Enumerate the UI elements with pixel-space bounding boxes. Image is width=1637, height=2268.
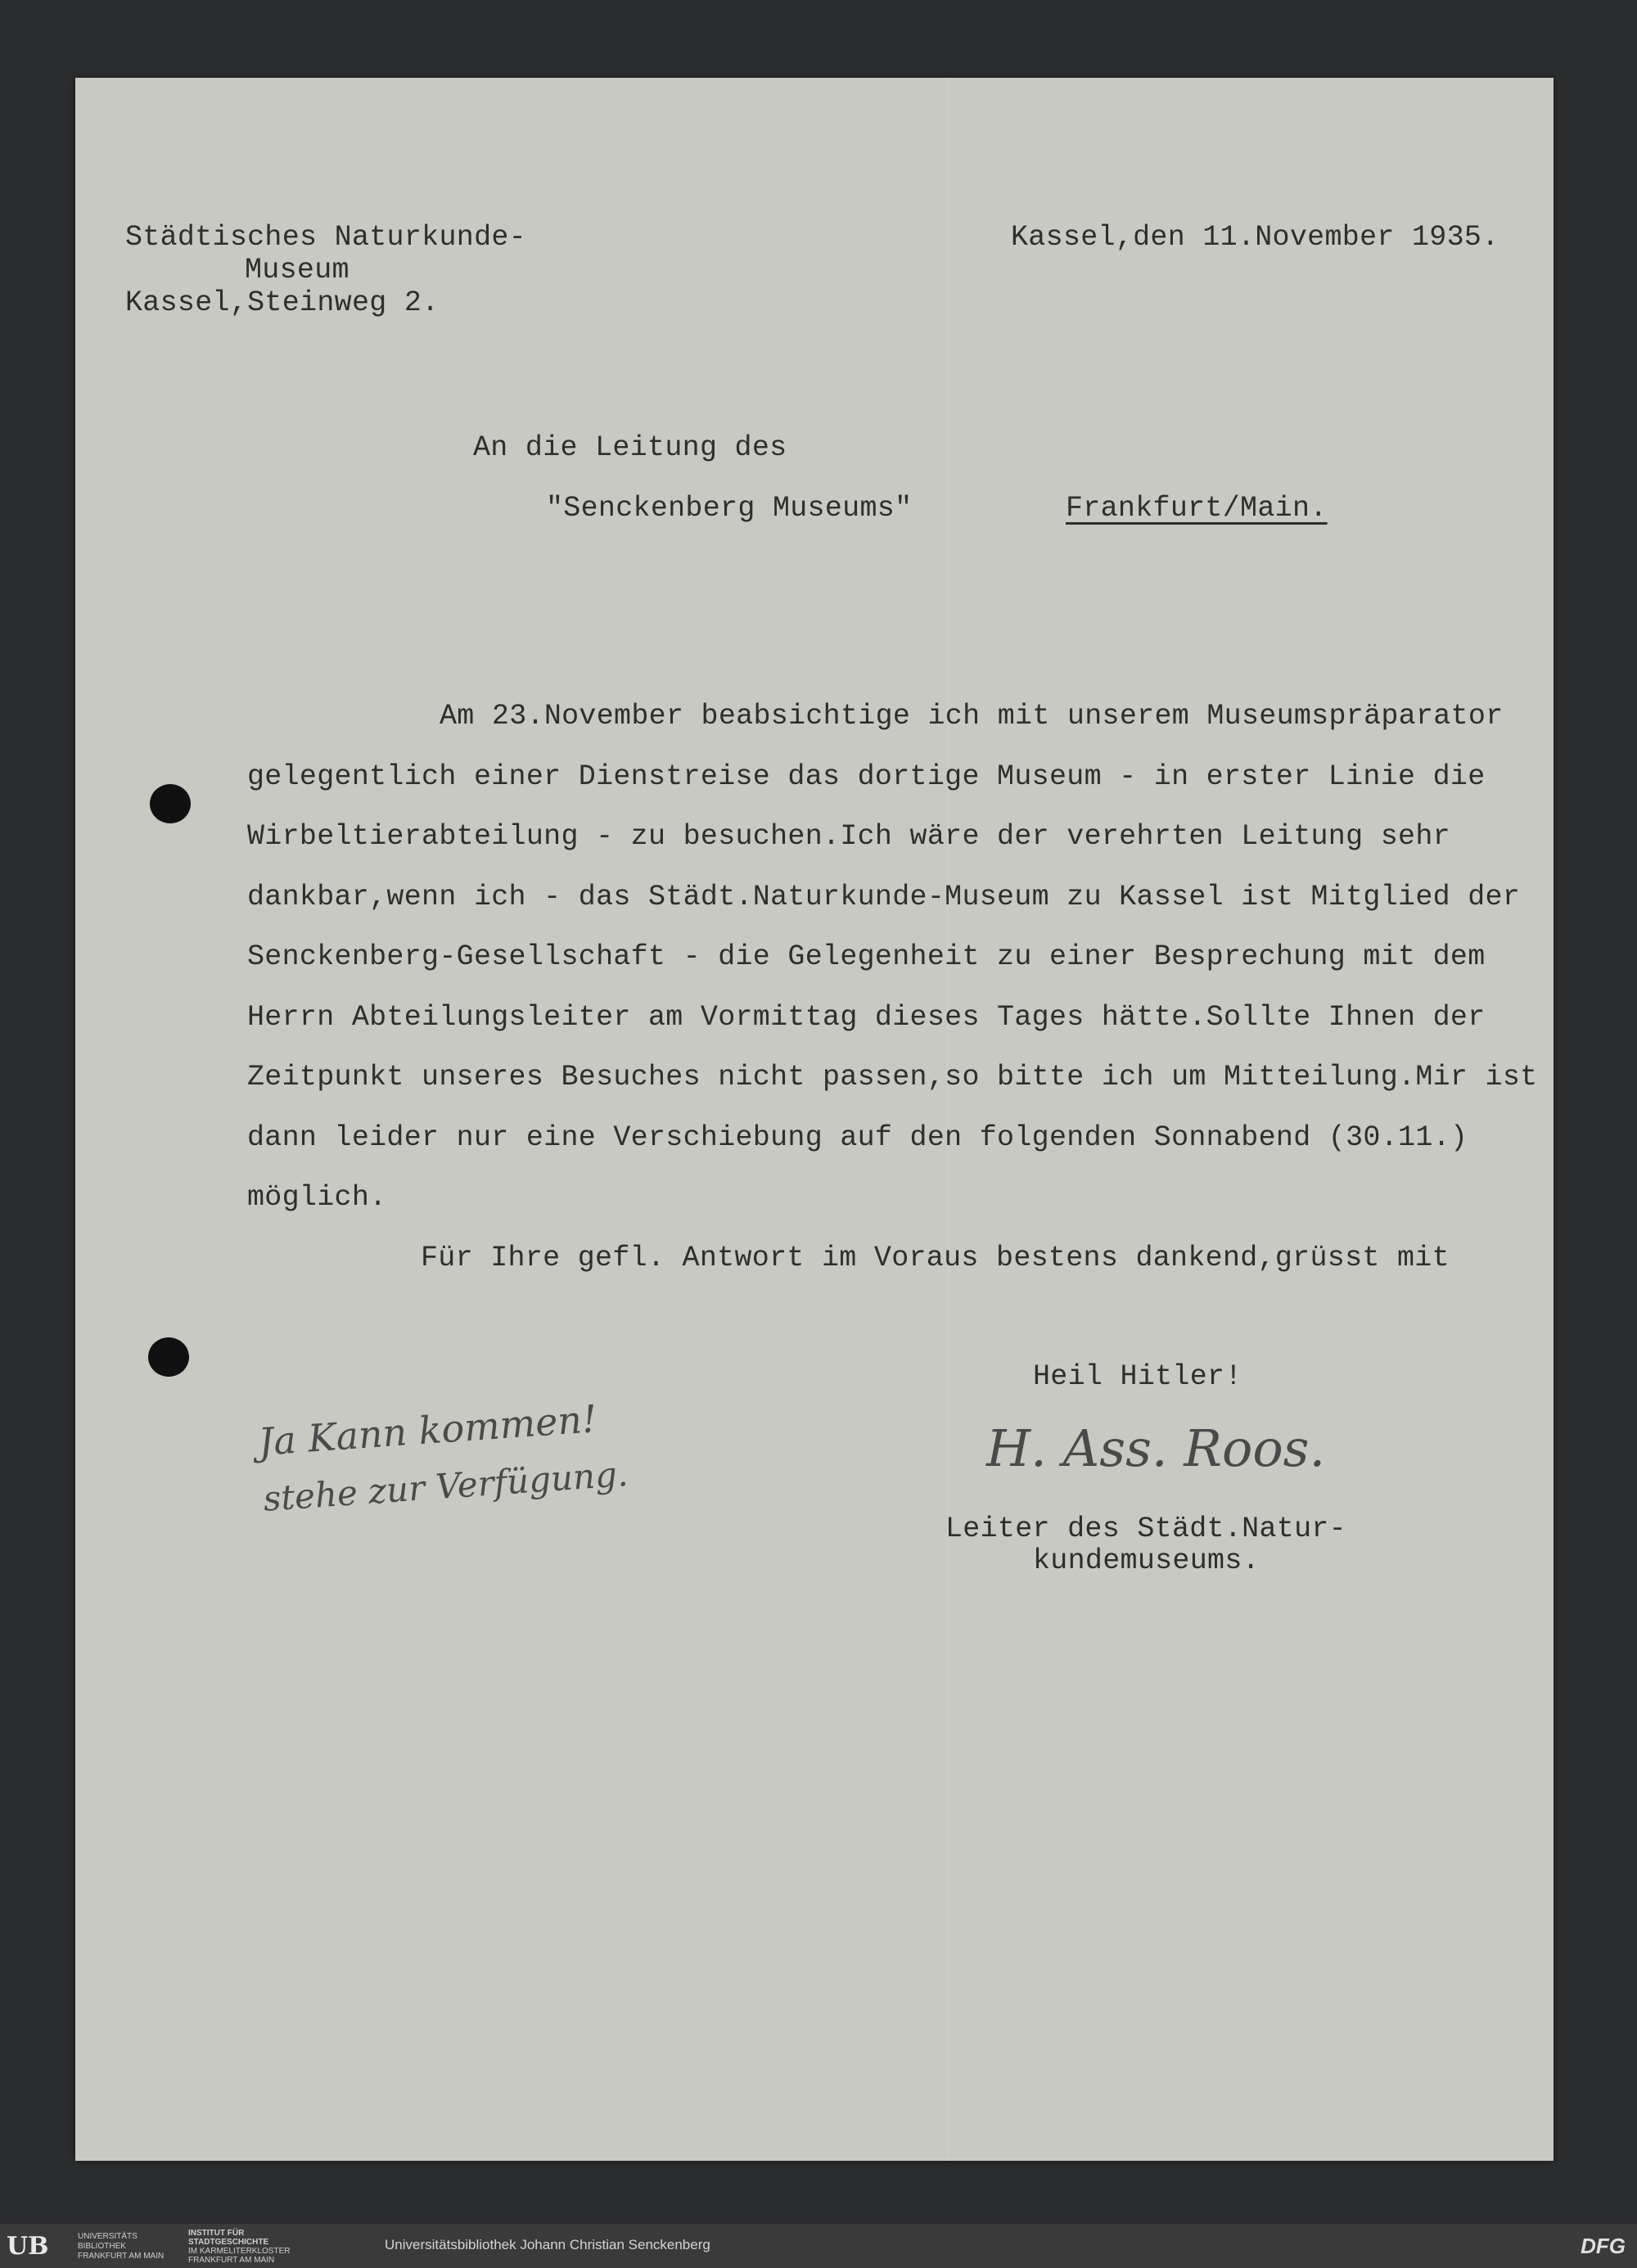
sender-line-3: Kassel,Steinweg 2. (125, 286, 440, 319)
library-name: Universitätsbibliothek Johann Christian Senckenberg (385, 2237, 710, 2252)
letter-date: Kassel,den 11.November 1935. (1011, 221, 1499, 254)
sender-line-1: Städtisches Naturkunde- (125, 221, 526, 254)
ub-logo: UB (7, 2232, 49, 2261)
institut-text-1: INSTITUT FÜR (188, 2229, 245, 2238)
ub-text-1: UNIVERSITÄTS (78, 2232, 138, 2241)
body-line-4: dankbar,wenn ich - das Städt.Naturkunde-Museum zu Kassel ist Mitglied der (247, 881, 1521, 913)
body-line-9: möglich. (247, 1181, 387, 1214)
body-line-6: Herrn Abteilungsleiter am Vormittag dieses Tages hätte.Sollte Ihnen der (247, 1001, 1486, 1034)
letter-page (75, 78, 1554, 2161)
handwritten-note-line-2: stehe zur Verfügung. (262, 1453, 629, 1519)
recipient-line-2: "Senckenberg Museums" (546, 492, 913, 525)
ub-text-3: FRANKFURT AM MAIN (78, 2252, 165, 2261)
body-line-1: Am 23.November beabsichtige ich mit unserem Museumspräparator (440, 700, 1504, 733)
title-line-1: Leiter des Städt.Natur- (945, 1513, 1346, 1545)
recipient-city: Frankfurt/Main. (1066, 492, 1328, 525)
fold-line (947, 78, 949, 2161)
punch-hole-bottom (148, 1337, 189, 1377)
body-line-3: Wirbeltierabteilung - zu besuchen.Ich wäre der verehrten Leitung sehr (247, 820, 1450, 853)
body-line-2: gelegentlich einer Dienstreise das dortige Museum - in erster Linie die (247, 760, 1486, 793)
recipient-line-1: An die Leitung des (473, 431, 787, 464)
salute: Heil Hitler! (1033, 1360, 1242, 1393)
dfg-logo: DFG (1581, 2234, 1626, 2258)
closing-line: Für Ihre gefl. Antwort im Voraus bestens dankend,grüsst mit (421, 1242, 1450, 1274)
punch-hole-top (150, 784, 191, 823)
institut-text-2: STADTGESCHICHTE (188, 2238, 269, 2247)
institut-text-3: IM KARMELITERKLOSTER (188, 2247, 291, 2256)
body-line-5: Senckenberg-Gesellschaft - die Gelegenheit zu einer Besprechung mit dem (247, 940, 1486, 973)
ub-text-2: BIBLIOTHEK (78, 2242, 126, 2251)
sender-line-2: Museum (245, 254, 349, 286)
body-line-7: Zeitpunkt unseres Besuches nicht passen,so bitte ich um Mitteilung.Mir ist (247, 1061, 1538, 1093)
signature: H. Ass. Roos. (986, 1418, 1326, 1478)
body-line-8: dann leider nur eine Verschiebung auf den folgenden Sonnabend (30.11.) (247, 1121, 1468, 1154)
handwritten-note-line-1: Ja Kann kommen! (257, 1396, 599, 1464)
footer-bar (0, 2224, 1637, 2268)
title-line-2: kundemuseums. (1033, 1544, 1260, 1577)
institut-text-4: FRANKFURT AM MAIN (188, 2256, 275, 2265)
